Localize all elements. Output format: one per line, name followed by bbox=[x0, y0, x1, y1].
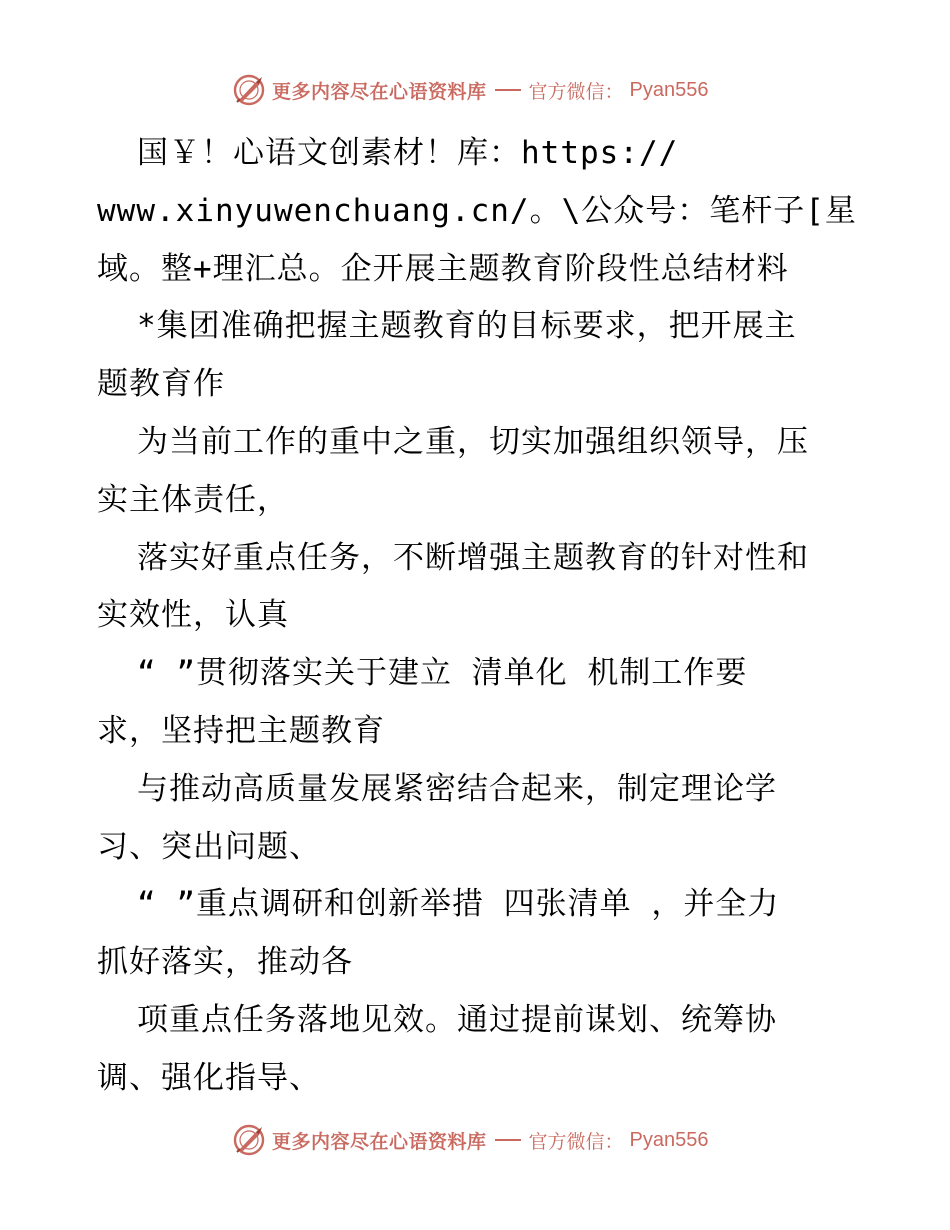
document-line: 为当前工作的重中之重，切实加强组织领导，压 bbox=[137, 423, 809, 460]
banner-wechat-id: Pyan556 bbox=[629, 78, 709, 101]
banner-wechat-label: 官方微信： bbox=[528, 1130, 624, 1153]
document-line: 与推动高质量发展紧密结合起来，制定理论学 bbox=[137, 770, 777, 807]
document-line: 题教育作 bbox=[97, 366, 225, 403]
document-line: “ ”贯彻落实关于建立 清单化 机制工作要 bbox=[137, 655, 748, 692]
document-line: 域。整+理汇总。企开展主题教育阶段性总结材料 bbox=[97, 250, 789, 287]
quill-logo-icon bbox=[232, 73, 266, 107]
document-line: 习、突出问题、 bbox=[97, 828, 321, 865]
footer-watermark-banner bbox=[232, 1121, 709, 1159]
document-line: *集团准确把握主题教育的目标要求，把开展主 bbox=[137, 308, 797, 345]
document-body bbox=[97, 125, 857, 1108]
document-line: 实主体责任， bbox=[97, 481, 289, 518]
banner-wechat-id: Pyan556 bbox=[629, 1128, 709, 1151]
banner-dash bbox=[495, 89, 521, 91]
banner-dash bbox=[495, 1139, 521, 1141]
document-line: 调、强化指导、 bbox=[97, 1059, 321, 1096]
document-line: 实效性，认真 bbox=[97, 597, 289, 634]
document-line: 落实好重点任务，不断增强主题教育的针对性和 bbox=[137, 539, 809, 576]
document-line: “ ”重点调研和创新举措 四张清单 ，并全力 bbox=[137, 886, 780, 923]
banner-slogan: 更多内容尽在心语资料库 bbox=[272, 80, 487, 103]
quill-logo-icon bbox=[232, 1123, 266, 1157]
document-line: 求，坚持把主题教育 bbox=[97, 712, 385, 749]
header-watermark-banner bbox=[232, 71, 709, 109]
document-line: 国￥！心语文创素材！库：https:// bbox=[137, 135, 679, 171]
banner-slogan: 更多内容尽在心语资料库 bbox=[272, 1130, 487, 1153]
document-line: 抓好落实，推动各 bbox=[97, 944, 353, 981]
document-line: 项重点任务落地见效。通过提前谋划、统筹协 bbox=[137, 1001, 777, 1038]
banner-wechat-label: 官方微信： bbox=[528, 80, 624, 103]
document-line: www.xinyuwenchuang.cn/。\公众号：笔杆子[星 bbox=[97, 192, 857, 229]
